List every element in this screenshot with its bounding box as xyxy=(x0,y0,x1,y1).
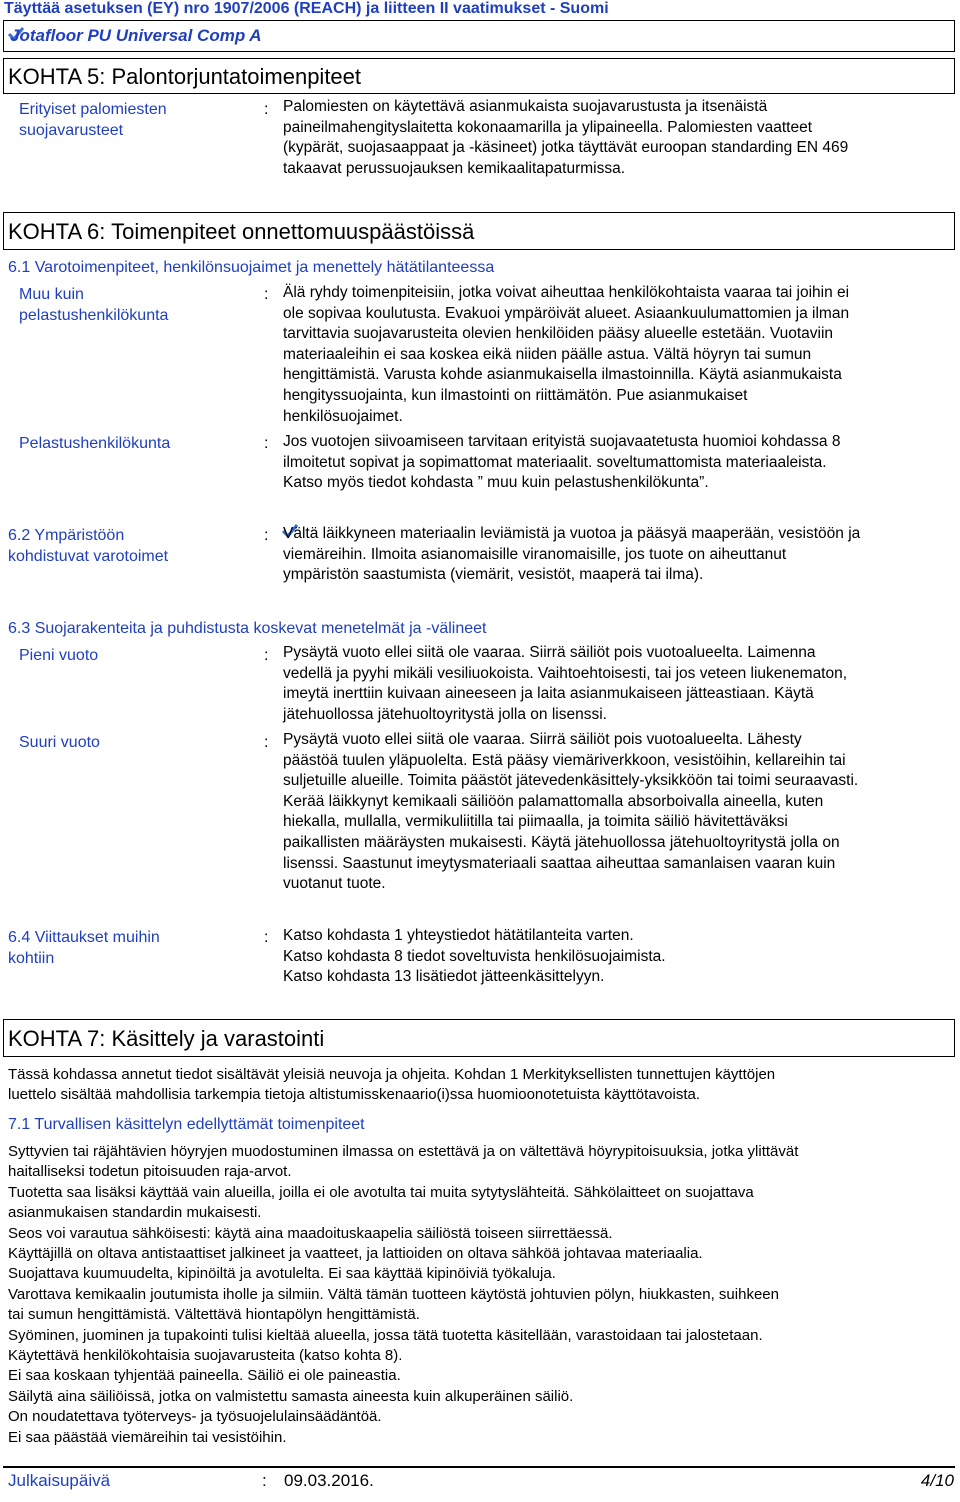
subheading-6-1: 6.1 Varotoimenpiteet, henkilönsuojaimet ja menettely hätätilanteessa xyxy=(8,259,495,276)
product-name: Jotafloor PU Universal Comp A xyxy=(10,26,262,45)
large-spill-label: Suuri vuoto xyxy=(19,734,100,751)
section7-title-box xyxy=(3,1019,955,1057)
non-rescuers-value: Älä ryhdy toimenpiteisiin, jotka voivat aiheuttaa henkilökohtaista vaaraa tai joihin ei ole sopivaa koulutusta. Evakuoi ympäröivät alueet. Asiaankuulumattomien ja ilman tarvittavia suojavarusteita olevien henkilöiden pääsy alueelle estetään. Vuotaviin materiaaleihin ei saa koskea eikä niiden päälle astua. Vältä höyryn tai sumun hengittämistä. Varusta kohde asianmukaisella ilmastoinnilla. Käytä asianmukaista hengityssuojainta, kun ilmastointi on riittämätön. Pue asianmukaiset henkilösuojaimet. xyxy=(283,284,850,425)
footer-divider xyxy=(3,1466,955,1468)
small-spill-value: Pysäytä vuoto ellei siitä ole vaaraa. Siirrä säiliöt pois vuotoalueelta. Laimenna vedellä ja pyyhi mikäli vesiliuokoista. Vaihtoehtoisesti, tai jos veteen liukenematon, imeytä inerttiin kuivaan aineeseen ja laita asianmukaiseen jätteastiaan. Käytä jätehuollossa jätehuoltoyritystä jolla on lisenssi. xyxy=(283,644,848,723)
references-label: 6.4 Viittaukset muihin kohtiin xyxy=(8,929,160,967)
large-spill-value: Pysäytä vuoto ellei siitä ole vaaraa. Siirrä säiliöt pois vuotoalueelta. Lähesty päästöä tuulen yläpuolelta. Estä pääsy viemäriverkkoon, vesistöihin, kellareihin tai suljetuille alueille. Toimita päästöt jätevedenkäsittely-yksikköön tai toimi seuraavasti. Kerää läikkynyt kemikaali säiliöön palamattomalla absorboivalla aineella, kuten hiekalla, mullalla, vermikuliitilla tai piimaalla, ja toimita säiliö hävitettäväksi paikallisten määräysten mukaisesti. Käytä jätehuollossa jätehuoltoyritystä jolla on lisenssi. Saastunut imeytysmateriaali saattaa aiheuttaa samanlaisen vaaran kuin vuotanut tuote. xyxy=(283,731,859,893)
section5-title: KOHTA 5: Palontorjuntatoimenpiteet xyxy=(8,64,362,89)
subheading-6-3: 6.3 Suojarakenteita ja puhdistusta koskevat menetelmät ja -välineet xyxy=(8,620,487,637)
environment-value: Vältä läikkyneen materiaalin leviämistä ja vuotoa ja pääsyä maaperään, vesistöön ja viemäreihin. Ilmoita asianomaisille viranomaisille, jos tuote on aiheuttanut ympäristön saastumista (viemärit, vesistöt, maaperä tai ilma). xyxy=(283,525,861,584)
section7-title: KOHTA 7: Käsittely ja varastointi xyxy=(8,1026,325,1051)
colon: : xyxy=(264,435,269,452)
section5-label: Erityiset palomiesten suojavarusteet xyxy=(19,101,167,139)
section6-title-box xyxy=(3,212,955,250)
colon: : xyxy=(264,929,269,946)
colon: : xyxy=(264,101,269,118)
small-spill-label: Pieni vuoto xyxy=(19,647,99,664)
colon: : xyxy=(264,734,269,751)
page-number: 4/10 xyxy=(920,1471,954,1490)
rescuers-label: Pelastushenkilökunta xyxy=(19,435,171,452)
non-rescuers-label: Muu kuin pelastushenkilökunta xyxy=(19,286,169,324)
references-value: Katso kohdasta 1 yhteystiedot hätätilanteita varten. Katso kohdasta 8 tiedot soveltuvista henkilösuojaimista. Katso kohdasta 13 lisätiedot jätteenkäsittelyyn. xyxy=(283,927,666,986)
footer-date: 09.03.2016. xyxy=(284,1471,374,1490)
section5-value: Palomiesten on käytettävä asianmukaista suojavarustusta ja itsenäistä paineilmahengityslaitetta kokonaamarilla ja ylipaineella. Palomiesten vaatteet (kypärät, suojasaappaat ja -käsineet) jotka täyttävät euroopan standarding EN 469 takaavat perussuojauksen kemikaalitapaturmissa. xyxy=(283,98,849,177)
footer-colon: : xyxy=(262,1471,267,1490)
environment-label: 6.2 Ympäristöön kohdistuvat varotoimet xyxy=(8,527,169,565)
section5-title-box xyxy=(3,58,955,94)
footer-date-label: Julkaisupäivä xyxy=(8,1471,111,1490)
rescuers-value: Jos vuotojen siivoamiseen tarvitaan erityistä suojavaatetusta huomioi kohdassa 8 ilmoitetut sopivat ja sopimattomat materiaalit. soveltumattomista materiaaleista. Katso myös tiedot kohdasta ” muu kuin pelastushenkilökunta”. xyxy=(283,433,841,492)
colon: : xyxy=(264,527,269,544)
section6-title: KOHTA 6: Toimenpiteet onnettomuuspäästöissä xyxy=(8,219,475,244)
product-name-box xyxy=(3,20,955,52)
section7-body: Syttyvien tai räjähtävien höyryjen muodostuminen ilmassa on estettävä ja on vältettävä höyrypitoisuuksia, jotka ylittävät haitalliseksi todetun pitoisuuden raja-arvot. Tuotetta saa lisäksi käyttää vain alueilla, joilla ei ole avotulta tai muita sytytyslähteitä. Sähkölaitteet on suojattava asianmukaisen standardin mukaisesti. Seos voi varautua sähköisesti: käytä aina maadoituskaapelia säiliöstä toiseen siirrettäessä. Käyttäjillä on oltava antistaattiset jalkineet ja vaatteet, ja lattioiden on oltava sähköä johtavaa materiaalia. Suojattava kuumuudelta, kipinöiltä ja avotulelta. Ei saa käyttää kipinöiviä työkaluja. Varottava kemikaalin joutumista iholle ja silmiin. Vältä tämän tuotteen käytöstä johtuvien pölyn, hiukkasten, suihkeen tai sumun hengittämistä. Vältettävä hiontapölyn hengittämistä. Syöminen, juominen ja tupakointi tulisi kieltää alueella, jossa tätä tuotetta käsitellään, varastoidaan tai jalostetaan. Käytettävä henkilökohtaisia suojavarusteita (katso kohta 8). Ei saa koskaan tyhjentää paineella. Säiliö ei ole paineastia. Säilytä aina säiliöissä, jotka on valmistettu samasta aineesta kuin alkuperäinen säiliö. On noudatettava työterveys- ja työsuojelulainsäädäntöä. Ei saa päästää viemäreihin tai vesistöihin. xyxy=(8,1143,799,1446)
regulation-header: Täyttää asetuksen (EY) nro 1907/2006 (REACH) ja liitteen II vaatimukset - Suomi xyxy=(0,0,960,20)
subheading-7-1: 7.1 Turvallisen käsittelyn edellyttämät toimenpiteet xyxy=(8,1116,365,1133)
section7-intro: Tässä kohdassa annetut tiedot sisältävät yleisiä neuvoja ja ohjeita. Kohdan 1 Merkityksellisten tunnettujen käyttöjen luettelo sisältää mahdollisia tarkempia tietoja altistumisskenaario(i)ssa huomioonotetuista käyttötavoista. xyxy=(8,1066,776,1104)
colon: : xyxy=(264,286,269,303)
colon: : xyxy=(264,647,269,664)
